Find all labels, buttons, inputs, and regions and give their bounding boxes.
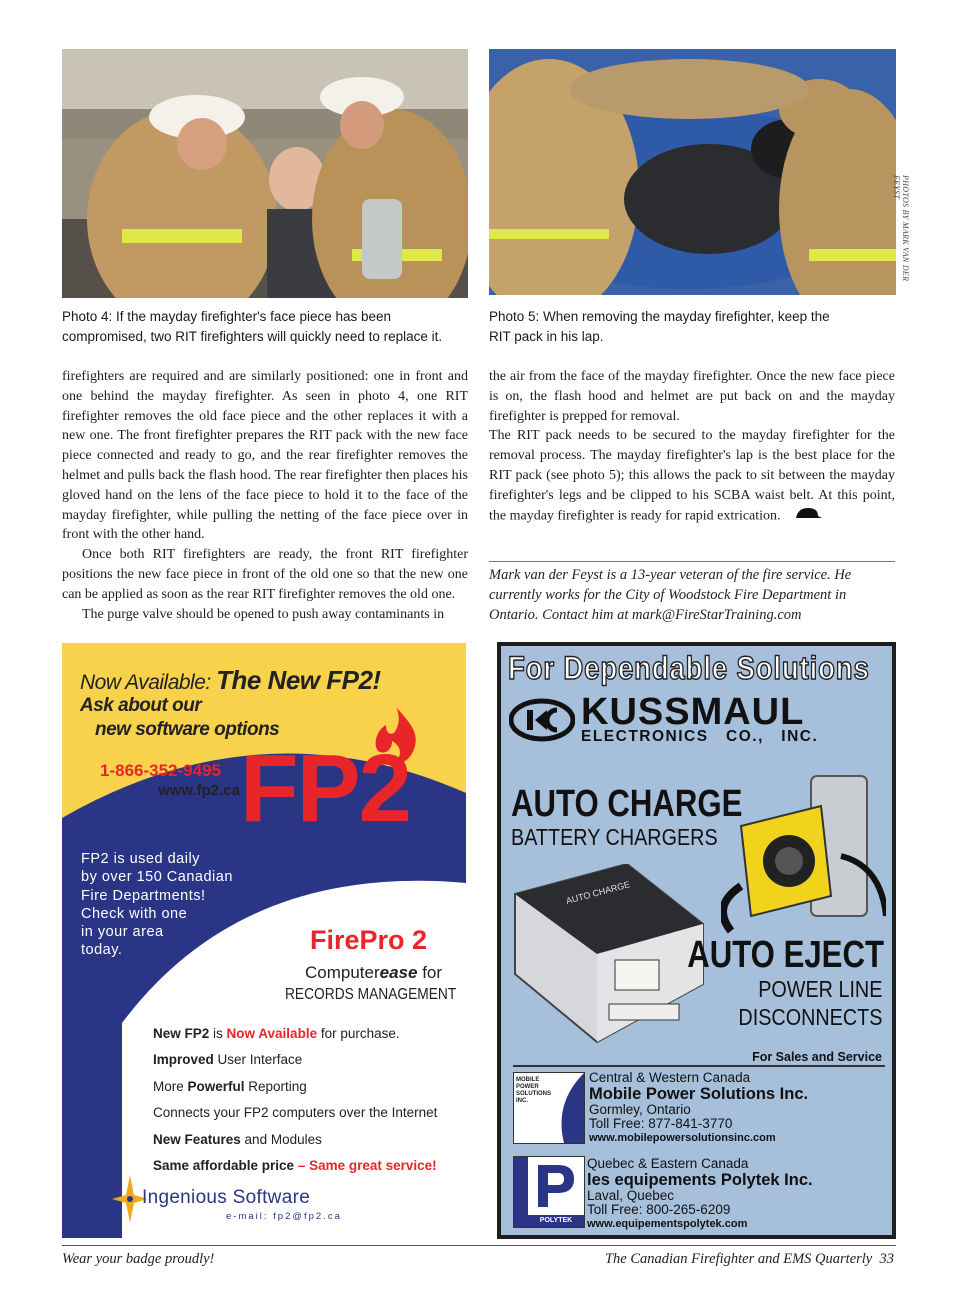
article-right-column	[489, 367, 895, 526]
sales-divider	[513, 1065, 885, 1067]
polytek-logo	[513, 1156, 585, 1228]
kussmaul-ad-panel	[501, 646, 892, 1235]
footer-divider	[62, 1245, 896, 1246]
fp2-feature: More Powerful Reporting	[153, 1078, 307, 1094]
battery-chargers-label: BATTERY CHARGERS	[511, 824, 718, 850]
bio-divider	[489, 561, 895, 562]
fp2-firepro-title: FirePro 2	[310, 925, 428, 955]
footer-publication-page: The Canadian Firefighter and EMS Quarterly 33	[604, 1251, 894, 1267]
fp2-new-fp2: The New FP2!	[216, 665, 381, 695]
dealer-phone: Toll Free: 877-841-3770	[589, 1116, 733, 1131]
fp2-feature-list	[153, 1021, 437, 1179]
photo-4	[62, 49, 468, 298]
fp2-ask-line2: new software options	[95, 719, 280, 740]
fp2-phone: 1-866-352-9495	[100, 761, 221, 780]
helmet-end-icon	[794, 506, 822, 527]
fp2-computer-ease: Computerease for	[305, 963, 443, 982]
kussmaul-brand: KUSSMAUL	[581, 691, 805, 733]
kussmaul-brand-sub: ELECTRONICS CO., INC.	[581, 728, 819, 745]
fp2-feature: Same affordable price – Same great service!	[153, 1158, 437, 1174]
fp2-logo: FP2	[240, 735, 411, 842]
article-paragraph: firefighters are required and are similarly positioned: one in front and one behind the mayday firefighter. As seen in photo 4, one RIT firefighter removes the old face piece and the other replaces it with a new one. The front firefighter prepares the RIT pack with the new face piece connected and ready to go, and the rear firefighter removes the helmet and pulls back the flash hood. The rear firefighter then places his gloved hand on the lens of the face piece to hold it to the face of the mayday firefighter, while pulling the netting of the face piece over in front with the other hand.	[62, 369, 468, 543]
fp2-daily-text: FP2 is used daily by over 150 Canadian Fire Departments! Check with one in your area today.	[81, 851, 233, 959]
dealer-website[interactable]: www.mobilepowersolutionsinc.com	[589, 1132, 776, 1144]
dealer-city: Laval, Quebec	[587, 1188, 675, 1203]
ingenious-software-logo: Ingenious Software	[142, 1187, 311, 1208]
fp2-now-available: Now Available: The New FP2!	[80, 665, 381, 695]
dealer-mobile-power	[589, 1070, 808, 1145]
fp2-feature: Improved User Interface	[153, 1052, 303, 1068]
photo-credit: PHOTOS BY MARK VAN DER FEYST	[892, 175, 910, 282]
fp2-advertisement	[62, 643, 466, 1238]
auto-charge-title: AUTO CHARGE	[511, 783, 743, 825]
kussmaul-headline: For Dependable Solutions	[508, 650, 870, 686]
kussmaul-kc-logo-icon	[509, 698, 575, 747]
auto-eject-title: AUTO EJECT	[687, 934, 884, 976]
article-paragraph: The RIT pack needs to be secured to the mayday firefighter for the removal process. The mayday firefighter's lap is the best place for the RIT pack (see photo 5); this allows the pack to sit between the mayday firefighter's legs and be clipped to his SCBA waist belt. At this point, the mayday firefighter is ready for rapid extrication.	[489, 428, 895, 524]
fp2-feature: New Features and Modules	[153, 1131, 322, 1147]
mobile-power-logo: MOBILE POWER SOLUTIONS INC.	[513, 1072, 585, 1144]
dealer-name: les equipements Polytek Inc.	[587, 1171, 813, 1189]
author-bio: Mark van der Feyst is a 13-year veteran of the fire service. He currently works for the City of Woodstock Fire Department in Ontario. Contact him at mark@FireStarTraining.com	[489, 567, 852, 623]
fp2-feature: Connects your FP2 computers over the Internet	[153, 1105, 438, 1121]
dealer-region: Quebec & Eastern Canada	[587, 1156, 749, 1171]
dealer-polytek	[587, 1156, 813, 1231]
auto-eject-device-image	[721, 766, 886, 941]
article-paragraph: the air from the face of the mayday firefighter. Once the new face piece is on, the flash hood and helmet are put back on and the mayday firefighter is prepped for removal.	[489, 369, 895, 424]
photo-5	[489, 49, 896, 295]
fp2-website: www.fp2.ca	[158, 782, 240, 799]
fp2-ask-line1: Ask about our	[80, 695, 202, 716]
dealer-city: Gormley, Ontario	[589, 1102, 691, 1117]
kussmaul-advertisement	[497, 642, 896, 1239]
footer-tagline: Wear your badge proudly!	[62, 1251, 215, 1267]
article-paragraph: Once both RIT firefighters are ready, the front RIT firefighter positions the new face piece in front of the old one so that the new one can be applied as soon as the rear RIT firefighter removes the old one.	[62, 547, 468, 602]
sales-service-label: For Sales and Service	[752, 1050, 882, 1064]
photo-5-caption: Photo 5: When removing the mayday firefighter, keep the RIT pack in his lap.	[489, 309, 830, 344]
fp2-email: e-mail: fp2@fp2.ca	[226, 1211, 342, 1222]
fp2-records-management: RECORDS MANAGEMENT	[285, 986, 457, 1003]
disconnects-label: DISCONNECTS	[738, 1004, 882, 1030]
dealer-phone: Toll Free: 800-265-6209	[587, 1202, 731, 1217]
dealer-name: Mobile Power Solutions Inc.	[589, 1085, 809, 1103]
article-left-column	[62, 367, 468, 624]
device-panel-label: AUTO CHARGE	[564, 879, 632, 906]
power-line-label: POWER LINE	[757, 976, 882, 1002]
polytek-logo-text: POLYTEK	[528, 1215, 584, 1227]
photo-4-caption: Photo 4: If the mayday firefighter's face piece has been compromised, two RIT firefighters will quickly need to replace it.	[62, 309, 443, 344]
auto-charge-device-image	[507, 864, 707, 1049]
fp2-feature: New FP2 is Now Available for purchase.	[153, 1026, 400, 1041]
article-paragraph: The purge valve should be opened to push away contaminants in	[82, 606, 445, 622]
dealer-region: Central & Western Canada	[589, 1070, 751, 1085]
dealer-website[interactable]: www.equipementspolytek.com	[587, 1218, 748, 1230]
